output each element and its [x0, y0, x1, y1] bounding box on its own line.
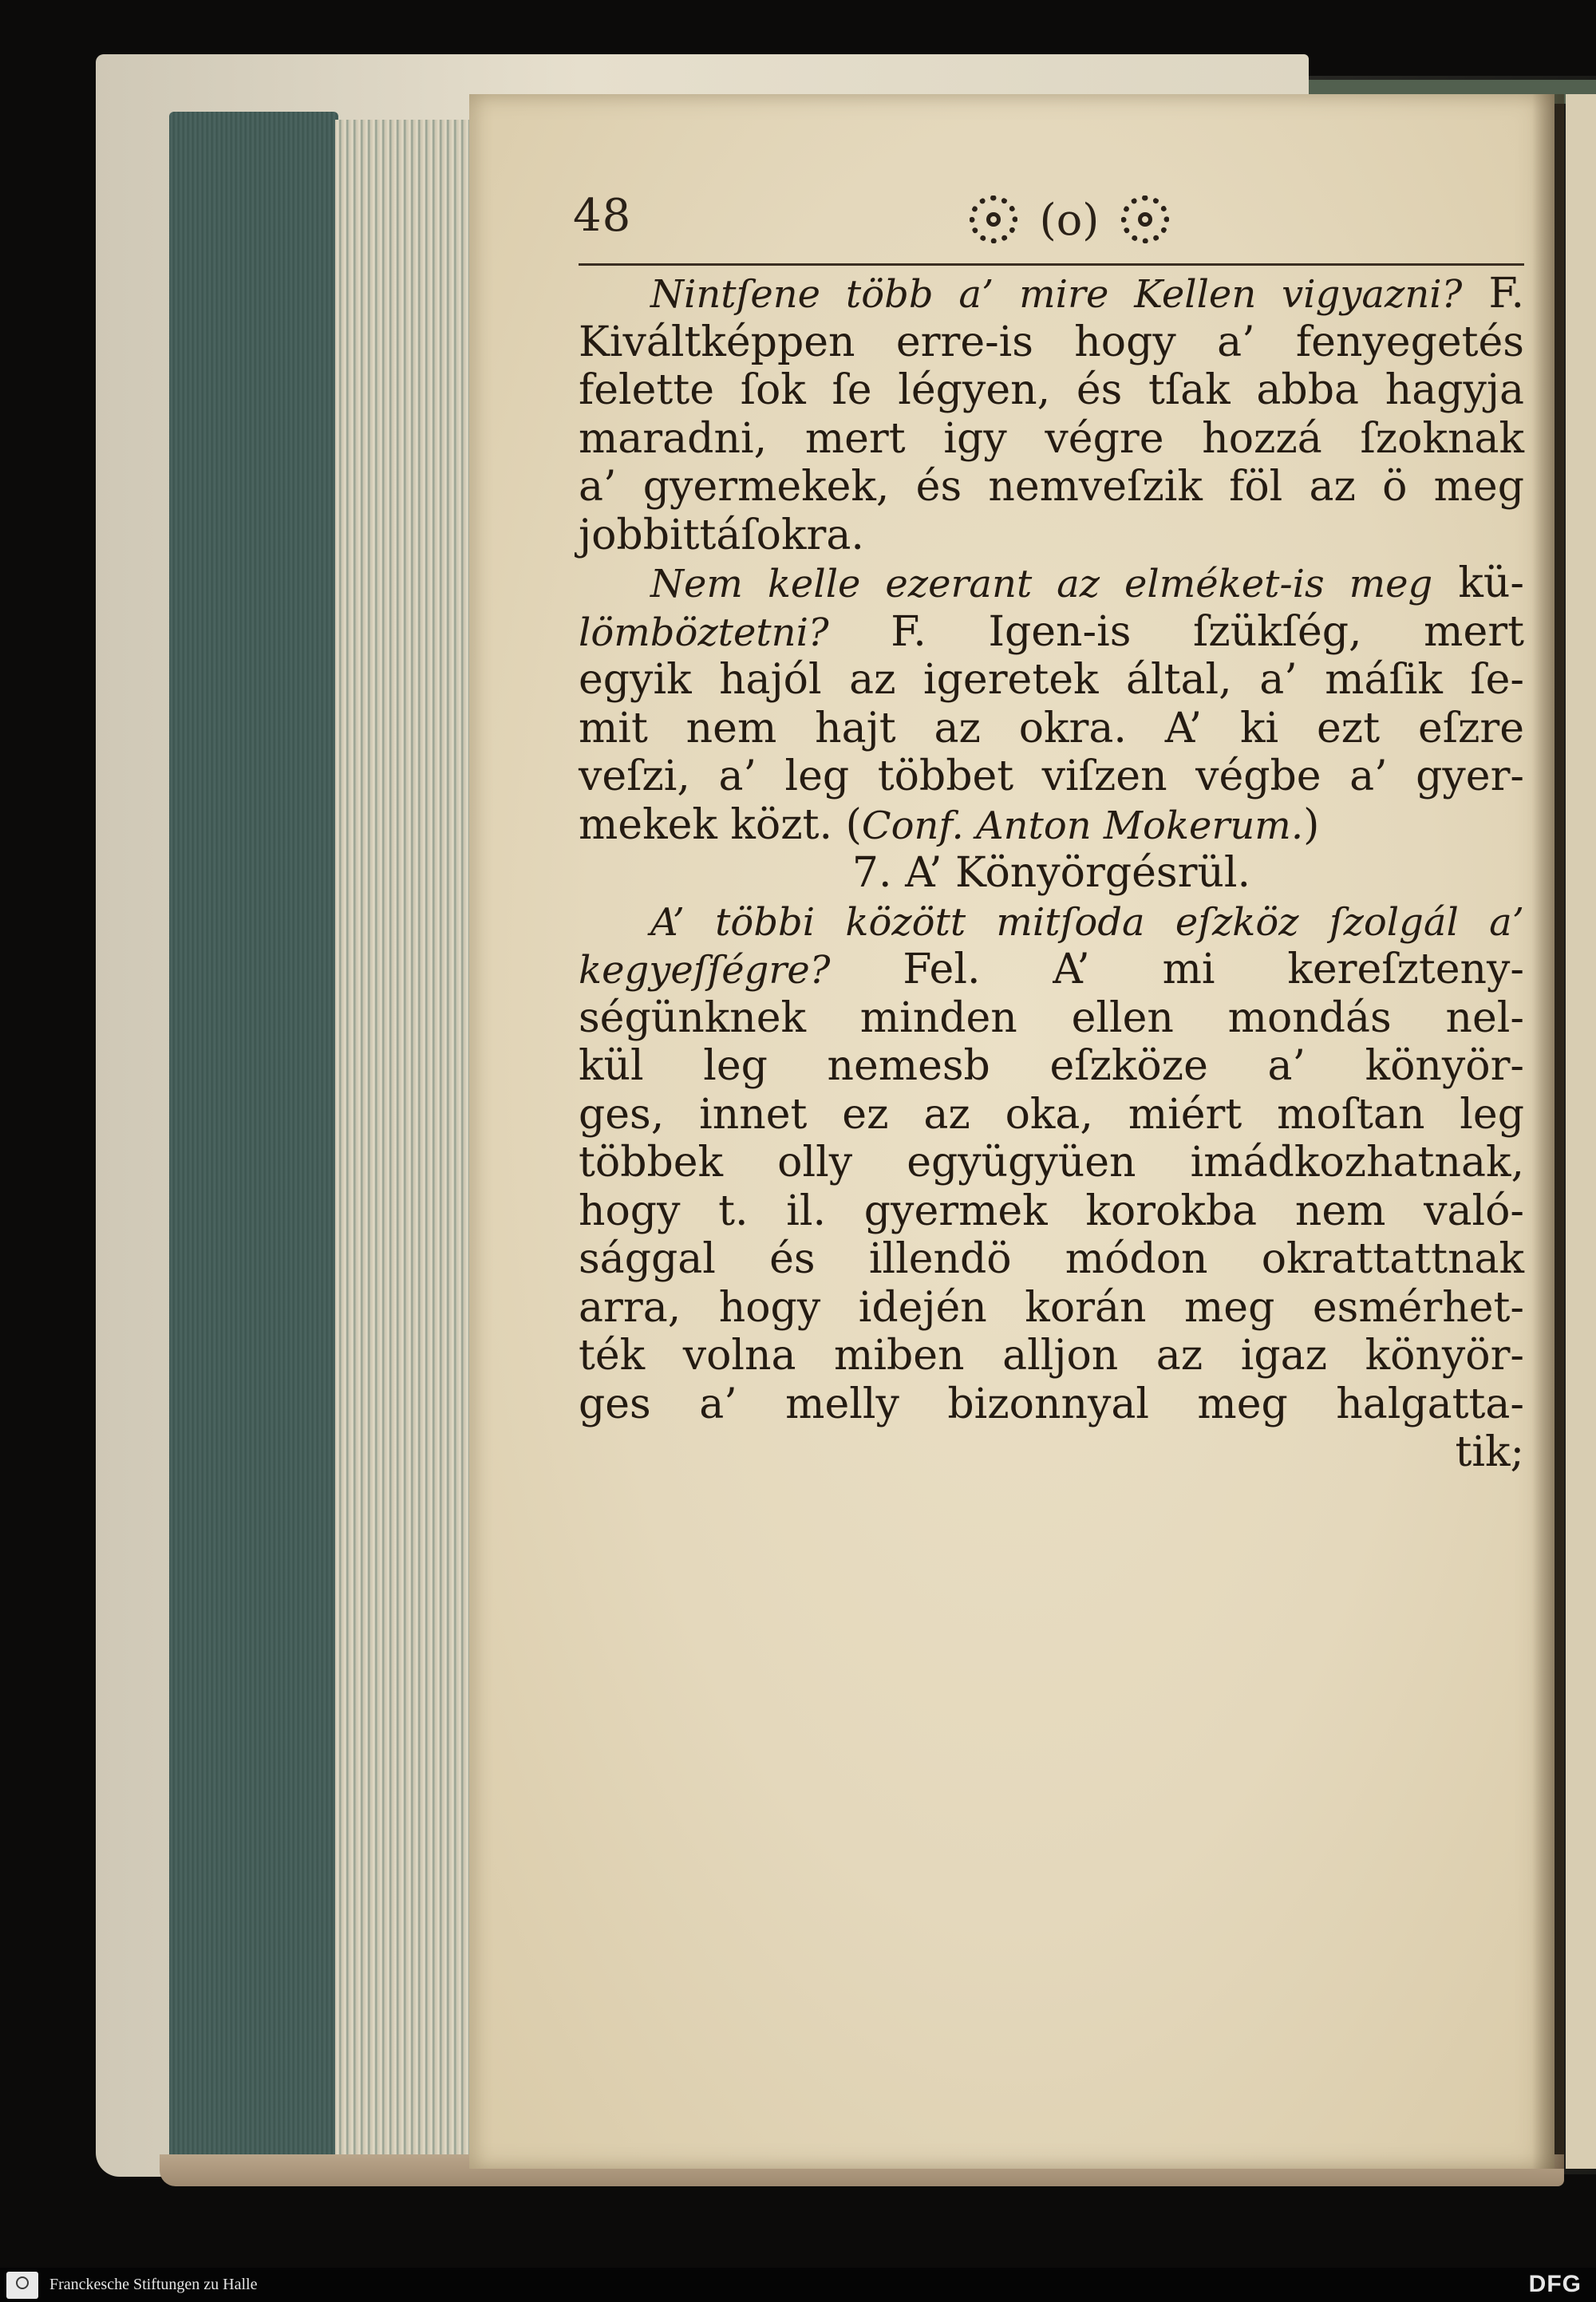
- text-line: a’ gyermekek, és nemveſzik föl az ö meg: [579, 463, 1524, 511]
- text-line: kül leg nemesb eſzköze a’ könyör-: [579, 1042, 1524, 1090]
- header-ornament: [926, 188, 1213, 251]
- text-line: Kiváltképpen erre-is hogy a’ fenyegetés: [579, 318, 1524, 366]
- page-number: 48: [573, 190, 632, 242]
- text-line: jobbittáſokra.: [579, 511, 864, 559]
- text-line: ges a’ melly bizonnyal meg halgatta-: [579, 1380, 1524, 1428]
- facing-page-strip: [1566, 94, 1596, 2169]
- header-rule: [579, 263, 1524, 266]
- institution-name: Franckesche Stiftungen zu Halle: [49, 2276, 258, 2293]
- text-line: ségünknek minden ellen mondás nel-: [579, 993, 1524, 1042]
- text-line: A’ többi között mitſoda eſzköz ſzolgál a’: [650, 899, 1524, 945]
- viewer-footer: [0, 2268, 1596, 2302]
- text-line: felette ſok ſe légyen, és tſak abba hagyja: [579, 366, 1524, 414]
- ornament-center: (o): [1039, 194, 1100, 245]
- text-line: sággal és illendö módon okrattattnak: [579, 1235, 1524, 1283]
- page-body: [579, 270, 1524, 1477]
- text-line: ges, innet ez az oka, miért moſtan leg: [579, 1090, 1524, 1139]
- green-page-edges: [169, 112, 338, 2162]
- text-line: ték volna miben alljon az igaz könyör-: [579, 1332, 1524, 1380]
- text-line: veſzi, a’ leg többet viſzen végbe a’ gyer-: [579, 752, 1524, 800]
- text-line: lömböztetni? F. Igen-is ſzükſég, mert: [579, 607, 1524, 656]
- rosette-icon: [1121, 195, 1169, 243]
- text-line: Nintſene több a’ mire Kellen vigyazni? F.: [650, 270, 1524, 318]
- text-line: kegyeſſégre? Fel. A’ mi kereſzteny-: [579, 946, 1524, 993]
- rosette-icon: [970, 195, 1017, 243]
- text-line: hogy t. il. gyermek korokba nem való-: [579, 1187, 1524, 1235]
- page-block-edges: [335, 120, 471, 2162]
- text-line: maradni, mert igy végre hozzá ſzoknak: [579, 414, 1524, 463]
- text-line: egyik hajól az igeretek által, a’ máſik ſe-: [579, 656, 1524, 704]
- dfg-logo: DFG: [1528, 2271, 1582, 2297]
- section-heading: 7. A’ Könyörgésrül.: [851, 849, 1251, 897]
- catchword: tik;: [1455, 1428, 1524, 1476]
- text-line: mekek közt. (Conf. Anton Mokerum.): [579, 800, 1320, 849]
- text-line: arra, hogy idején korán meg esmérhet-: [579, 1283, 1524, 1332]
- text-line: mit nem hajt az okra. A’ ki ezt eſzre: [579, 704, 1524, 752]
- text-line: Nem kelle ezerant az elméket-is meg kü-: [650, 559, 1524, 607]
- institution-logo-icon: [6, 2272, 38, 2299]
- text-line: többek olly együgyüen imádkozhatnak,: [579, 1139, 1524, 1187]
- gutter-shadow: [1532, 94, 1564, 2169]
